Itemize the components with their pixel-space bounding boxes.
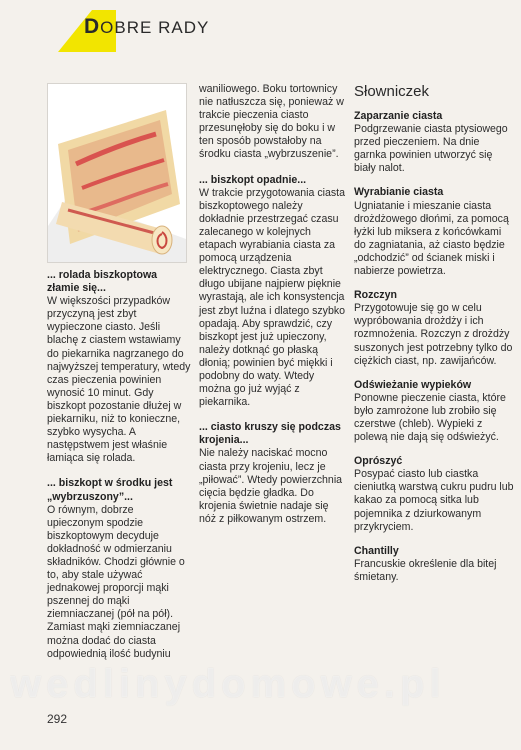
glossary-definition: Ugniatanie i mieszanie ciasta drożdżowego dłońmi, za pomocą łyżki lub miksera z końcówkami do zagniatania, aż ciasto będzie „odchodzić” od ścianek miski i nabierze powietrza. [354, 199, 509, 278]
glossary-definition: Ponowne pieczenie ciasta, które było zamrożone lub zrobiło się czerstwe (chleb). Wypieki z polewą nie dają się odświeżyć. [354, 391, 506, 444]
tip-heading-wybrzuszony: ... biszkopt w środku jest „wybrzuszony”... [47, 477, 173, 503]
glossary-definition: Posypać ciasto lub ciastka cieniutką warstwą cukru pudru lub kakao za pomocą sitka lub pojemnika z dziurkowanym przykryciem. [354, 468, 514, 533]
section-title-rest: OBRE RADY [100, 18, 210, 37]
tip-heading-rolada: ... rolada biszkoptowa złamie się... [47, 269, 158, 295]
tip-heading-opadnie: ... biszkopt opadnie... [199, 173, 307, 186]
tip-text-wybrzuszony: O równym, dobrze upieczonym spodzie biszkoptowym decyduje dokładność w odmierzaniu składników. Chodzi głównie o to, aby stale używać jednakowej proporcji mąki pszennej do mąki ziemniaczanej (pół na pół). Zamiast mąki ziemniaczanej można dodać do ciasta odpowiednią ilość budyniu [47, 503, 185, 660]
column-middle [199, 83, 347, 526]
tip-text-kruszy: Nie należy naciskać mocno ciasta przy krojeniu, lecz je „piłować”. Wtedy powierzchnia cięcia będzie gładka. Do krojenia świetnie nadaje się nóż z piłkowanym ostrzem. [199, 447, 343, 525]
section-title-initial: D [84, 15, 101, 38]
tip-heading-kruszy: ... ciasto kruszy się podczas krojenia... [199, 421, 341, 447]
glossary-term: Oprószyć [354, 455, 403, 468]
glossary-term: Chantilly [354, 544, 399, 557]
glossary-definition: Francuskie określenie dla bitej śmietany. [354, 557, 497, 583]
column-left [47, 269, 192, 661]
glossary-term: Wyrabianie ciasta [354, 186, 444, 199]
tip-text-wybrzuszony-continued: waniliowego. Boku tortownicy nie natłuszcza się, ponieważ w trakcie pieczenia ciasto przesunęłoby się do boku i w ten sposób powstałoby na środku ciasta „wybrzuszenie”. [199, 83, 344, 161]
glossary-title: Słowniczek [354, 83, 430, 100]
glossary-definition: Podgrzewanie ciasta ptysiowego przed pieczeniem. Na dnie garnka powinien utworzyć się biały nalot. [354, 123, 508, 175]
section-title [84, 15, 209, 39]
glossary-term: Odświeżanie wypieków [354, 378, 472, 391]
tip-text-opadnie: W trakcie przygotowania ciasta biszkoptowego należy dokładnie przestrzegać czasu zalecanego w kolejnych etapach wyrabiania ciasta za pomocą urządzenia elektrycznego. Ciasta zbyt długo ubijane najpierw pięknie wyrastają, ale ich konsystencja jest zbyt luźna i dlatego szybko opadają. Aby sprawdzić, czy biszkopt jest już upieczony, należy dotknąć go płaską dłonią; powinien być miękki i podobny do waty. Wtedy można go już wyjąć z piekarnika. [199, 186, 346, 409]
glossary-column [354, 83, 514, 584]
glossary-term: Rozczyn [354, 289, 397, 302]
watermark: wedlinydomowe.pl [10, 662, 446, 706]
tip-text-rolada: W większości przypadków przyczyną jest zbyt wypieczone ciasto. Jeśli blachę z ciastem wstawiamy do piekarnika nagrzanego do najwyższej temperatury, wtedy czas pieczenia powinien wynosić 10 minut. Gdy biszkopt pozostanie dłużej w piekarniku, niż to konieczne, szybko wysycha. A następstwem jest właśnie łamiąca się rolada. [47, 295, 191, 465]
glossary-term: Zaparzanie ciasta [354, 110, 443, 122]
glossary-definition: Przygotowuje się go w celu wypróbowania drożdży i ich rozmnożenia. Rozczyn z drożdży suszonych jest potrzebny tylko do ciężkich ciast, np. zawijańców. [354, 302, 513, 367]
sponge-roll-photo [47, 83, 187, 263]
page-number: 292 [47, 712, 68, 726]
